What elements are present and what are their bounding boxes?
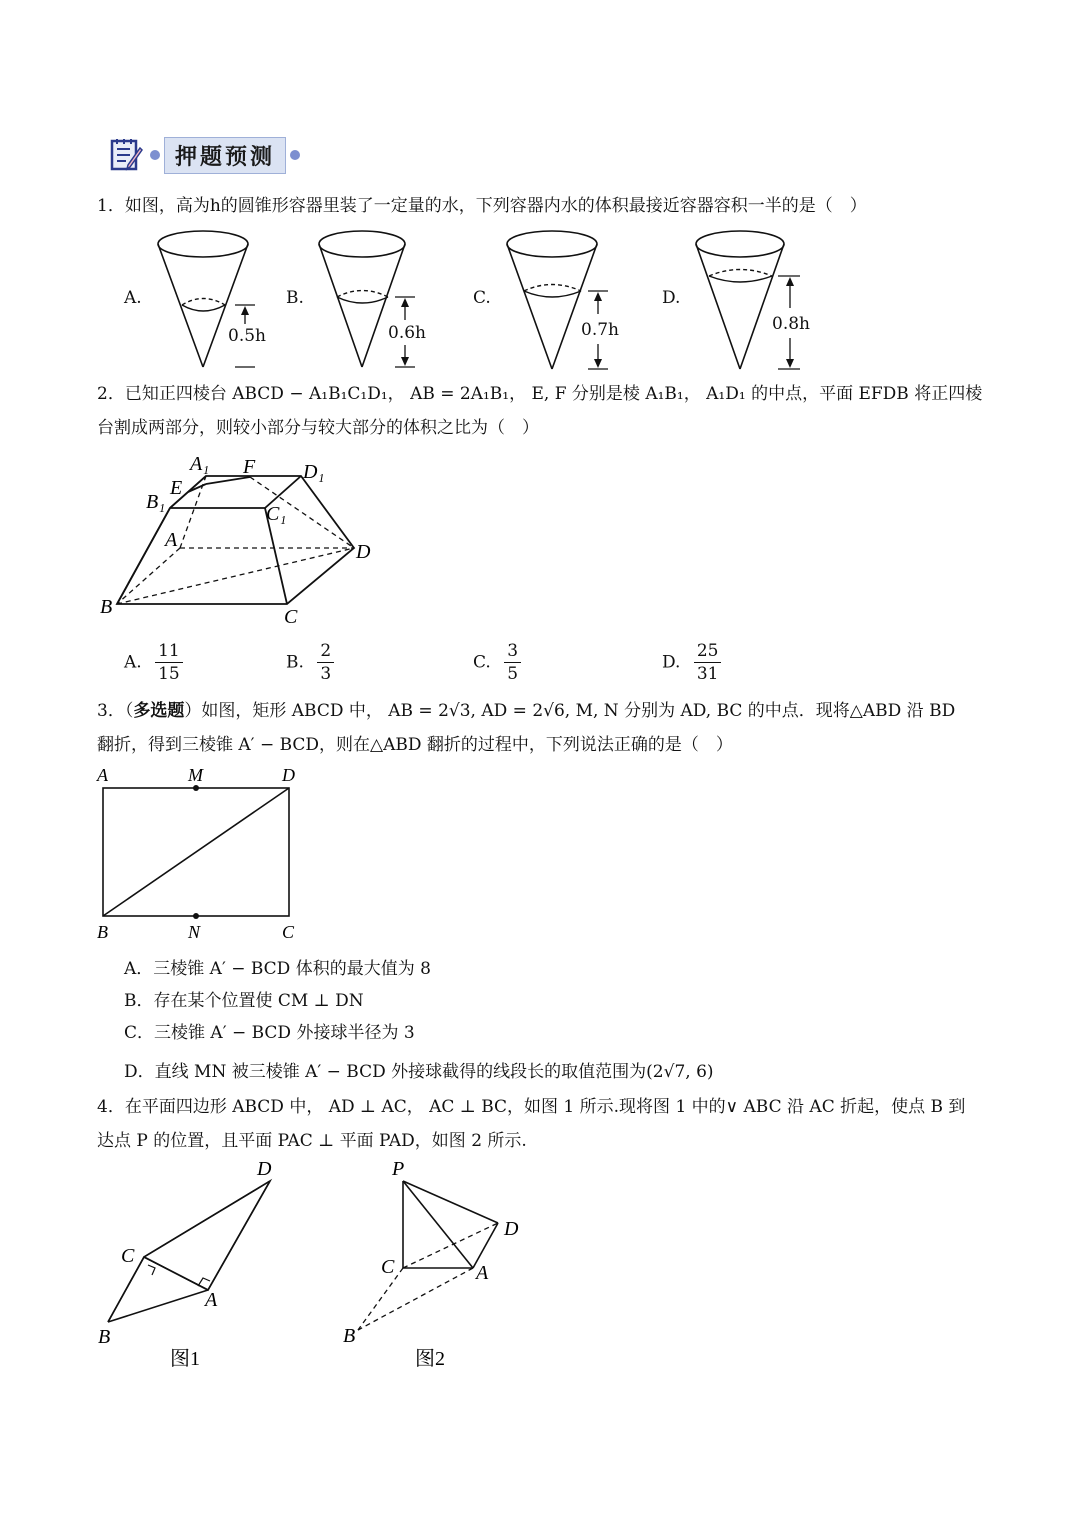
- q2-option-b-fraction: [317, 640, 334, 685]
- label-f: F: [243, 456, 256, 478]
- q3-stem-line1: [97, 694, 955, 728]
- label-m: M: [188, 765, 203, 785]
- cone-b: [319, 231, 415, 367]
- q2-stem-line2: 台割成两部分，则较小部分与较大部分的体积之比为（ ）: [97, 418, 539, 438]
- q1-option-b-letter: B.: [286, 288, 304, 308]
- q1-option-d-height: 0.8h: [772, 314, 810, 334]
- label-c: C: [282, 922, 295, 942]
- fig2-label-p: P: [392, 1158, 405, 1180]
- q2-option-a-num: 11: [155, 640, 183, 663]
- q1-cones-figure: [0, 222, 1080, 377]
- q1-option-d-letter: D.: [662, 288, 681, 308]
- q1-option-b-height: 0.6h: [388, 323, 426, 343]
- label-b: B: [100, 596, 113, 618]
- q2-option-c: [473, 640, 521, 685]
- fig2-label-c: C: [381, 1256, 395, 1278]
- q4-figures: [90, 1155, 530, 1370]
- q2-option-a-den: 15: [158, 664, 180, 684]
- q2-option-d-den: 31: [696, 664, 719, 684]
- cone-c: [507, 231, 608, 369]
- label-d: D: [356, 541, 371, 563]
- fig2-caption: 图2: [415, 1348, 445, 1370]
- q1-option-c-height: 0.7h: [581, 320, 619, 340]
- q2-option-c-fraction: [504, 640, 521, 685]
- figure-1: [98, 1158, 272, 1370]
- q1-option-a-letter: A.: [124, 288, 142, 308]
- q2-stem-line1: 2．已知正四棱台 ABCD − A₁B₁C₁D₁， AB = 2A₁B₁， E, F 分别是棱 A₁B₁， A₁D₁ 的中点，平面 EFDB 将正四棱: [97, 384, 983, 404]
- q3-stem-line2: 翻折，得到三棱锥 A′ − BCD，则在△ABD 翻折的过程中，下列说法正确的是（ ）: [97, 735, 733, 755]
- q2-option-c-num: 3: [504, 640, 521, 663]
- q3-option-c: C．三棱锥 A′ − BCD 外接球半径为 3: [124, 1023, 415, 1043]
- q3-option-a: A．三棱锥 A′ − BCD 体积的最大值为 8: [124, 959, 431, 979]
- label-n: N: [188, 922, 201, 942]
- label-b: B: [97, 922, 108, 942]
- q4-stem-line2: 达点 P 的位置，且平面 PAC ⊥ 平面 PAD，如图 2 所示.: [97, 1131, 527, 1151]
- fig2-label-d: D: [504, 1218, 519, 1240]
- q1-stem: 1．如图，高为h的圆锥形容器里装了一定量的水，下列容器内水的体积最接近容器容积一半的是（ ）: [97, 196, 867, 216]
- label-d: D: [282, 765, 295, 785]
- cone-a: [158, 231, 255, 367]
- label-d1: D₁: [303, 461, 325, 483]
- q2-option-a-fraction: [155, 640, 183, 685]
- fig1-caption: 图1: [170, 1348, 200, 1370]
- fig1-label-d: D: [257, 1158, 272, 1180]
- fig1-label-b: B: [98, 1326, 111, 1348]
- label-b1: B₁: [146, 491, 166, 513]
- q2-option-d-letter: D.: [662, 652, 681, 673]
- figure-2: [343, 1158, 519, 1370]
- q2-option-d: [662, 640, 721, 685]
- header-dot-right: [290, 150, 300, 160]
- q3-tag: 多选题: [133, 701, 185, 721]
- q4-stem-line1: 4．在平面四边形 ABCD 中， AD ⊥ AC， AC ⊥ BC，如图 1 所示.现将图 1 中的∨ ABC 沿 AC 折起，使点 B 到: [97, 1097, 966, 1117]
- q2-option-b-num: 2: [317, 640, 334, 663]
- q1-option-c-letter: C.: [473, 288, 491, 308]
- q2-option-b-den: 3: [320, 664, 332, 684]
- q1-option-a-height: 0.5h: [228, 326, 266, 346]
- q3-prefix: 3．（: [97, 701, 134, 721]
- q2-option-d-fraction: [694, 640, 722, 685]
- q2-option-c-den: 5: [507, 664, 519, 684]
- label-c: C: [284, 606, 298, 628]
- section-header: [108, 135, 304, 175]
- q2-option-c-letter: C.: [473, 652, 491, 673]
- q3-option-b: B．存在某个位置使 CM ⊥ DN: [124, 991, 364, 1011]
- label-a1: A₁: [190, 453, 210, 475]
- q2-option-b-letter: B.: [286, 652, 304, 673]
- q2-option-d-num: 25: [694, 640, 722, 663]
- q2-option-b: [286, 640, 334, 685]
- q2-option-a-letter: A.: [124, 652, 142, 673]
- q3-stem-rest: ）如图，矩形 ABCD 中， AB = 2√3, AD = 2√6, M, N 分别为 AD, BC 的中点．现将△ABD 沿 BD: [184, 701, 956, 721]
- fig1-label-a: A: [205, 1289, 218, 1311]
- fig2-label-a: A: [476, 1262, 489, 1284]
- fig1-label-c: C: [121, 1245, 135, 1267]
- header-dot-left: [150, 150, 160, 160]
- q3-rectangle-figure: [90, 763, 320, 948]
- header-title: 押题预测: [164, 137, 286, 174]
- q2-frustum-figure: [90, 448, 390, 633]
- fig2-label-b: B: [343, 1325, 356, 1347]
- label-a: A: [165, 529, 178, 551]
- label-e: E: [170, 477, 183, 499]
- q3-option-d: D．直线 MN 被三棱锥 A′ − BCD 外接球截得的线段长的取值范围为(2√7, 6): [124, 1062, 714, 1082]
- notepad-pencil-icon: [108, 136, 146, 174]
- q2-option-a: [124, 640, 183, 685]
- label-a: A: [97, 765, 108, 785]
- label-c1: C₁: [266, 503, 287, 525]
- cone-d: [696, 231, 800, 369]
